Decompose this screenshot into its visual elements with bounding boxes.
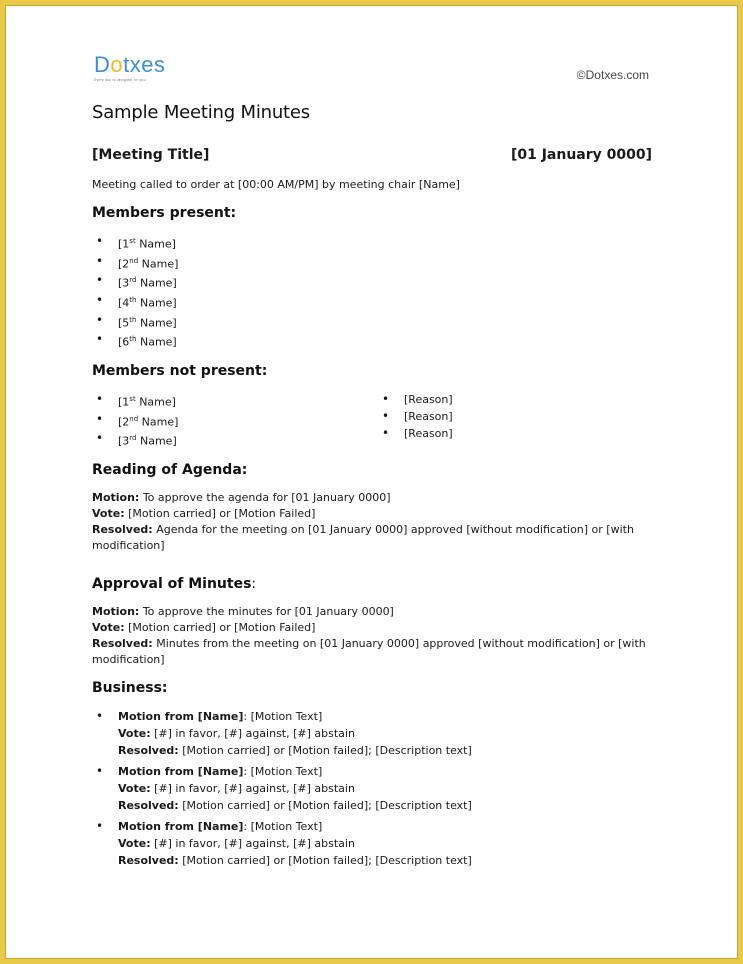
list-item: • [2nd Name] [92,411,378,431]
approval-motion: Motion: To approve the minutes for [01 January 0000] [92,604,394,618]
meeting-date: [01 January 0000] [510,147,652,163]
called-to-order-text: Meeting called to order at [00:00 AM/PM] by meeting chair [Name] [92,178,460,191]
absence-reasons-list [378,391,453,450]
document-title: Sample Meeting Minutes [92,102,310,123]
agenda-section [92,490,652,554]
document-body [92,102,652,873]
logo-tagline: Every doc is designed for you [94,78,146,82]
meeting-header [92,147,652,163]
list-item: • Motion from [Name]: [Motion Text] Vote: [#] in favor, [#] against, [#] abstain Resolved: [Motion carried] or [Motion failed]; [Description text] [92,818,652,869]
business-list [92,708,652,869]
list-item: • Motion from [Name]: [Motion Text] Vote: [#] in favor, [#] against, [#] abstain Resolved: [Motion carried] or [Motion failed]; [Description text] [92,708,652,759]
agenda-motion: Motion: To approve the agenda for [01 January 0000] [92,490,391,504]
list-item: • [Reason] [378,425,453,442]
dotxes-logo[interactable] [94,54,166,82]
approval-heading: Approval of Minutes: [92,575,257,592]
copyright-text: ©Dotxes.com [576,68,649,82]
list-item: • [3rd Name] [92,272,652,292]
list-item: • Motion from [Name]: [Motion Text] Vote: [#] in favor, [#] against, [#] abstain Resolved: [Motion carried] or [Motion failed]; [Description text] [92,763,652,814]
list-item: • [3rd Name] [92,430,378,450]
members-not-present-heading: Members not present: [92,362,268,379]
list-item: • [1st Name] [92,391,378,411]
list-item: • [Reason] [378,391,453,408]
list-item: • [5th Name] [92,312,652,332]
list-item: • [2nd Name] [92,253,652,273]
meeting-title: [Meeting Title] [92,147,210,163]
agenda-heading: Reading of Agenda: [92,461,248,478]
members-present-heading: Members present: [92,205,237,221]
approval-resolved: Resolved: Minutes from the meeting on [01 January 0000] approved [without modification] or [with modification] [92,636,646,666]
approval-vote: Vote: [Motion carried] or [Motion Failed] [92,620,316,634]
members-not-present-columns [92,391,652,450]
list-item: • [1st Name] [92,233,652,253]
document-page [5,5,738,959]
logo-wordmark: Dotxes [94,52,166,77]
absent-members-list [92,391,378,450]
list-item: • [4th Name] [92,292,652,312]
approval-section [92,604,652,668]
business-heading: Business: [92,679,168,696]
members-present-list [92,233,652,351]
agenda-vote: Vote: [Motion carried] or [Motion Failed] [92,506,316,520]
list-item: • [Reason] [378,408,453,425]
list-item: • [6th Name] [92,331,652,351]
agenda-resolved: Resolved: Agenda for the meeting on [01 January 0000] approved [without modification] or [with modification] [92,522,634,552]
